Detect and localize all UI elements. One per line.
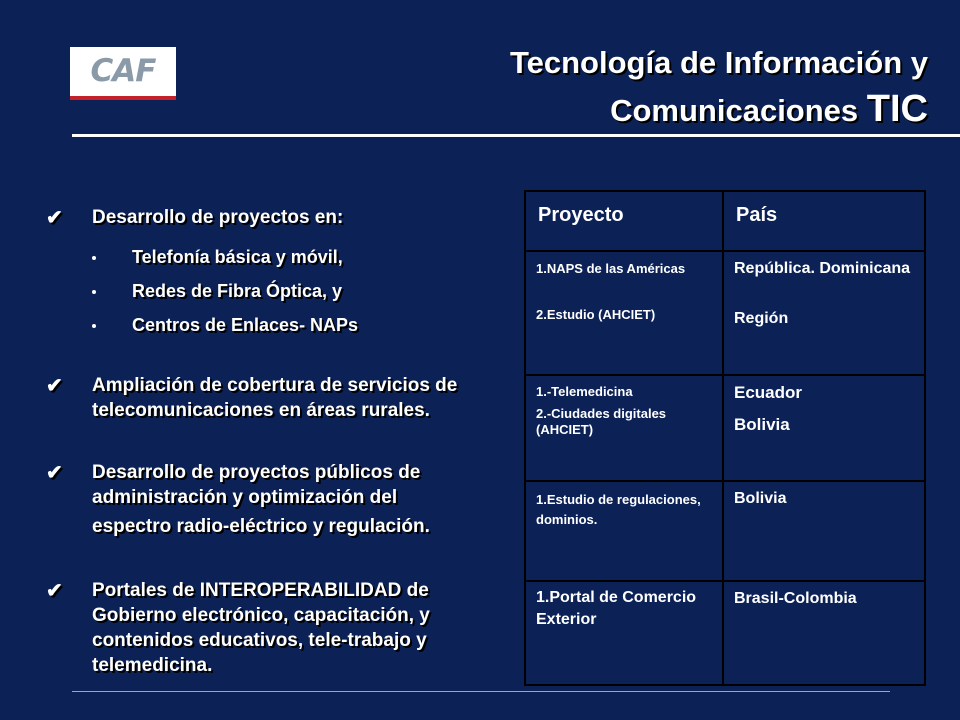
bullet-dot-icon [92, 256, 96, 260]
bullet-dot-icon [92, 324, 96, 328]
cell-text: Brasil-Colombia [734, 590, 857, 607]
title-line-2 [510, 86, 928, 134]
cell-text: República. Dominicana [734, 260, 911, 277]
cell-text: Bolivia [734, 490, 787, 507]
table-cell [526, 482, 724, 580]
table-row [526, 252, 924, 376]
header-cell [526, 192, 724, 250]
title-line-2-text: Comunicaciones [610, 93, 859, 128]
table-cell [724, 482, 924, 580]
table-row [526, 482, 924, 582]
cell-text: 1.-Telemedicina [536, 384, 633, 399]
sub-bullet-text: Redes de Fibra Óptica, y [132, 281, 343, 301]
cell-text: 1.Estudio de regulaciones, dominios. [536, 492, 701, 527]
table-cell [724, 252, 924, 374]
cell-text: Bolivia [734, 415, 790, 434]
table-cell [724, 376, 924, 480]
cell-text: 1.Portal de Comercio Exterior [536, 589, 697, 628]
sub-bullet-text: Centros de Enlaces- NAPs [132, 315, 359, 335]
caf-logo [70, 47, 176, 100]
sub-bullet-text: Telefonía básica y móvil, [132, 247, 343, 267]
logo-text: CAF [90, 53, 156, 89]
cell-text: 2.-Ciudades digitales (AHCIET) [536, 406, 667, 437]
title-divider [72, 134, 960, 137]
cell-text: Ecuador [734, 383, 803, 402]
bullet-text-line: Desarrollo de proyectos públicos de administración y optimización del [92, 462, 421, 508]
projects-table [524, 190, 926, 686]
table-header-row [526, 192, 924, 252]
title-line-1: Tecnología de Información y [510, 45, 928, 80]
checkmark-icon: ✔ [46, 207, 63, 229]
header-proyecto: Proyecto [538, 204, 624, 226]
bullet-dot-icon [92, 290, 96, 294]
table-row [526, 376, 924, 482]
bullet-text-line: espectro radio-eléctrico y regulación. [92, 516, 430, 537]
bullet-text: Desarrollo de proyectos en: [92, 207, 344, 228]
cell-text: Región [734, 310, 789, 327]
table-cell [526, 376, 724, 480]
header-cell [724, 192, 924, 250]
table-cell [526, 252, 724, 374]
bullet-text: Portales de INTEROPERABILIDAD de Gobierno electrónico, capacitación, y contenidos educativos, tele-trabajo y telemedicina. [92, 580, 430, 676]
bullet-text: Ampliación de cobertura de servicios de telecomunicaciones en áreas rurales. [92, 375, 458, 421]
checkmark-icon: ✔ [46, 462, 63, 484]
checkmark-icon: ✔ [46, 580, 63, 602]
header-pais: País [736, 204, 778, 226]
table-row [526, 582, 924, 684]
page-title [510, 40, 928, 134]
title-tic: TIC [866, 88, 928, 130]
table-cell [724, 582, 924, 684]
checkmark-icon: ✔ [46, 375, 63, 397]
bullet-text [92, 460, 516, 539]
cell-text: 1.NAPS de las Américas [536, 261, 686, 276]
logo-bar [70, 96, 176, 100]
footer-divider [72, 691, 890, 692]
table-cell [526, 582, 724, 684]
cell-text: 2.Estudio (AHCIET) [536, 307, 656, 322]
